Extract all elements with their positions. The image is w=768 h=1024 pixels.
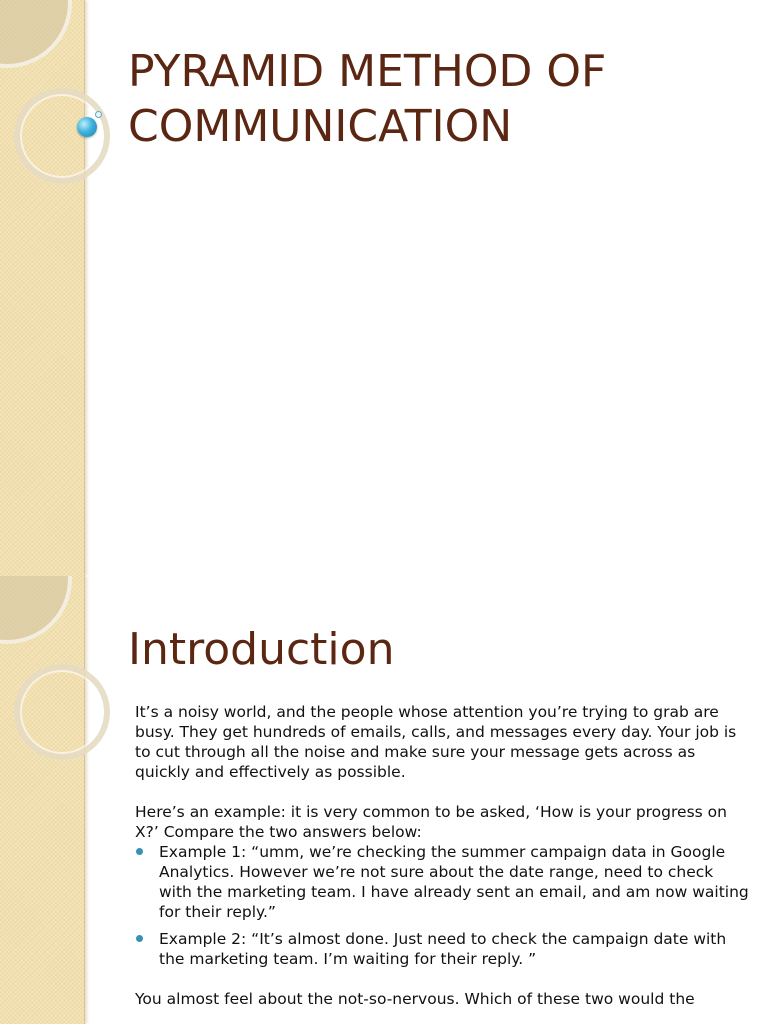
decorative-ring-medium xyxy=(14,88,110,184)
decorative-side-band xyxy=(0,0,85,576)
list-item xyxy=(135,929,750,969)
slide-2-title: Introduction xyxy=(128,624,395,675)
bullet-icon xyxy=(136,935,143,942)
list-item xyxy=(135,842,750,922)
intro-paragraph: It’s a noisy world, and the people whose attention you’re trying to grab are busy. They get hundreds of emails, calls, and messages every day. Your job is to cut through all the noise and make sure your message gets across as quickly and effectively as possible. xyxy=(135,703,737,781)
slide-2-body xyxy=(135,702,750,1009)
trailing-paragraph: You almost feel about the not-so-nervous. Which of these two would the xyxy=(135,990,695,1008)
example-lead-paragraph: Here’s an example: it is very common to be asked, ‘How is your progress on X?’ Compare the two answers below: xyxy=(135,803,727,841)
decorative-ring-large xyxy=(0,576,72,644)
example-2-text: Example 2: “It’s almost done. Just need to check the campaign date with the marketing team. I’m waiting for their reply. ” xyxy=(159,930,727,968)
decorative-ring-medium xyxy=(14,664,110,760)
examples-list xyxy=(135,842,750,969)
slide-1-title: PYRAMID METHOD OF COMMUNICATION xyxy=(128,46,607,152)
decorative-blue-ball xyxy=(77,117,97,137)
bullet-icon xyxy=(136,848,143,855)
slide-introduction xyxy=(0,576,768,1024)
example-1-text: Example 1: “umm, we’re checking the summer campaign data in Google Analytics. However we’re not sure about the date range, need to check with the marketing team. I have already sent an email, and am now waiting for their reply.” xyxy=(159,843,749,921)
decorative-ring-large xyxy=(0,0,72,68)
decorative-small-ball xyxy=(95,111,102,118)
decorative-side-band xyxy=(0,576,85,1024)
